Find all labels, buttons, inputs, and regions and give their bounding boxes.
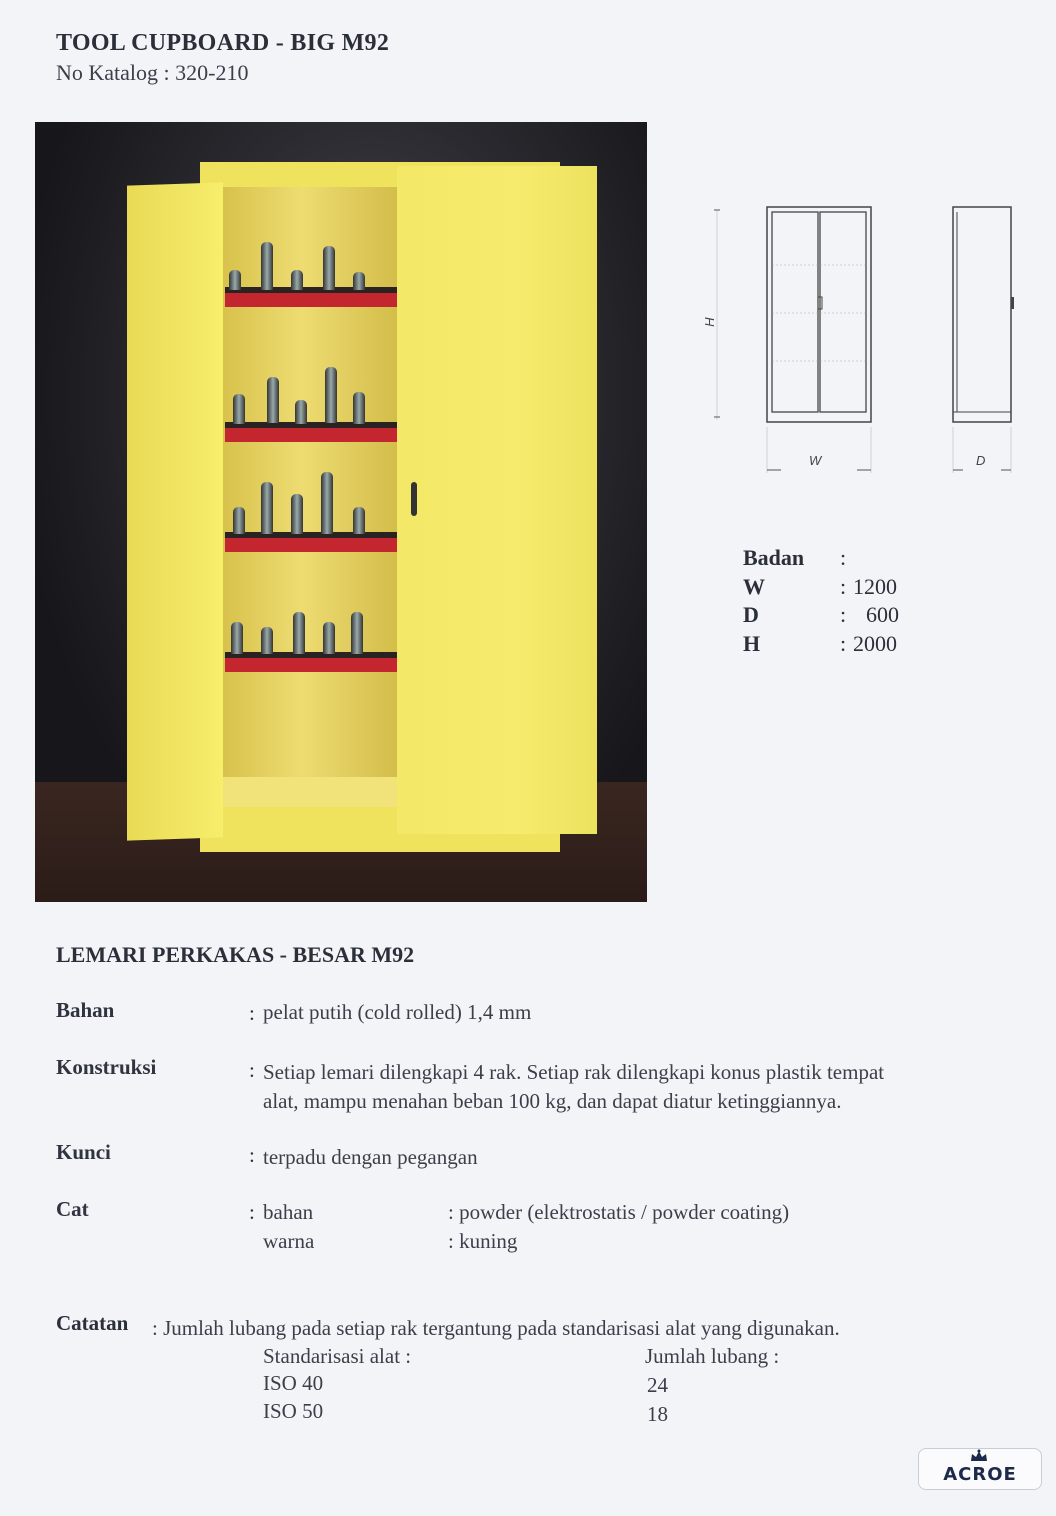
logo-text: ACROE xyxy=(943,1464,1017,1485)
depth-label: D xyxy=(976,453,986,468)
tool-holder xyxy=(267,377,279,423)
shelf-2 xyxy=(225,422,397,432)
tool-holder xyxy=(233,507,245,534)
tool-holder xyxy=(323,246,335,290)
cupboard-interior-floor xyxy=(223,777,398,807)
note-label: Catatan xyxy=(56,1311,129,1335)
holes-cell: 18 xyxy=(647,1402,668,1426)
kunci-label: Kunci xyxy=(56,1140,111,1164)
cat-bahan-label: bahan xyxy=(263,1200,314,1224)
note-text: : Jumlah lubang pada setiap rak tergantung pada standarisasi alat yang digunakan. xyxy=(152,1316,840,1340)
tool-holder xyxy=(229,270,241,290)
konstruksi-colon: : xyxy=(249,1058,255,1082)
tool-holder xyxy=(321,472,333,534)
dimension-value: 2000 xyxy=(853,631,897,656)
tool-holder xyxy=(353,392,365,424)
dimension-colon: : xyxy=(840,631,847,656)
section-title: LEMARI PERKAKAS - BESAR M92 xyxy=(56,942,415,967)
dimensions-heading: Badan xyxy=(743,545,805,570)
width-label: W xyxy=(809,453,822,468)
tool-holder xyxy=(353,272,365,290)
brand-logo xyxy=(918,1448,1042,1490)
standard-cell: ISO 50 xyxy=(263,1399,324,1423)
bahan-colon: : xyxy=(249,1001,255,1025)
holes-cell: 24 xyxy=(647,1373,668,1397)
dimensions-heading-colon: : xyxy=(840,545,847,570)
bahan-label: Bahan xyxy=(56,998,115,1022)
tool-holder xyxy=(353,507,365,534)
tool-holder xyxy=(293,612,305,654)
right-door xyxy=(397,166,597,834)
tool-holder xyxy=(325,367,337,423)
tool-holder xyxy=(295,400,307,424)
page-title: TOOL CUPBOARD - BIG M92 xyxy=(56,30,390,56)
tool-holder xyxy=(351,612,363,654)
tool-holder xyxy=(233,394,245,424)
cupboard-interior xyxy=(223,187,398,807)
door-handle xyxy=(411,482,417,516)
kunci-value: terpadu dengan pegangan xyxy=(263,1145,478,1169)
shelf-4 xyxy=(225,652,397,662)
tool-holder xyxy=(291,494,303,534)
dimension-label: W xyxy=(743,574,765,599)
dimension-colon: : xyxy=(840,602,847,627)
cat-warna-value: : kuning xyxy=(448,1229,518,1253)
tool-holder xyxy=(231,622,243,654)
cat-warna-label: warna xyxy=(263,1229,315,1253)
cat-colon: : xyxy=(249,1200,255,1224)
konstruksi-label: Konstruksi xyxy=(56,1055,157,1079)
dimension-value: 1200 xyxy=(853,574,897,599)
catalog-number: No Katalog : 320-210 xyxy=(56,60,249,85)
tool-holder xyxy=(291,270,303,290)
shelf-1 xyxy=(225,287,397,297)
cat-label: Cat xyxy=(56,1197,89,1221)
dimension-label: D xyxy=(743,602,759,627)
standard-cell: ISO 40 xyxy=(263,1371,324,1395)
height-label: H xyxy=(702,317,717,327)
konstruksi-line-1: Setiap lemari dilengkapi 4 rak. Setiap rak dilengkapi konus plastik tempat xyxy=(263,1060,885,1084)
kunci-colon: : xyxy=(249,1143,255,1167)
konstruksi-line-2: alat, mampu menahan beban 100 kg, dan dapat diatur ketinggiannya. xyxy=(263,1089,842,1113)
standard-column-header: Standarisasi alat : xyxy=(263,1344,412,1368)
holes-column-header: Jumlah lubang : xyxy=(645,1344,780,1368)
tool-holder xyxy=(261,482,273,534)
tool-holder xyxy=(261,242,273,290)
left-door xyxy=(127,182,223,840)
dimension-drawing xyxy=(695,195,1025,485)
tool-holder xyxy=(261,627,273,654)
cat-bahan-value: : powder (elektrostatis / powder coating) xyxy=(448,1200,790,1224)
product-photo xyxy=(35,122,647,902)
crown-icon xyxy=(969,1449,989,1463)
dimension-value: 600 xyxy=(866,602,899,627)
tool-holder xyxy=(323,622,335,654)
dimension-colon: : xyxy=(840,574,847,599)
shelf-3 xyxy=(225,532,397,542)
dimension-label: H xyxy=(743,631,761,656)
bahan-value: pelat putih (cold rolled) 1,4 mm xyxy=(263,1000,532,1024)
